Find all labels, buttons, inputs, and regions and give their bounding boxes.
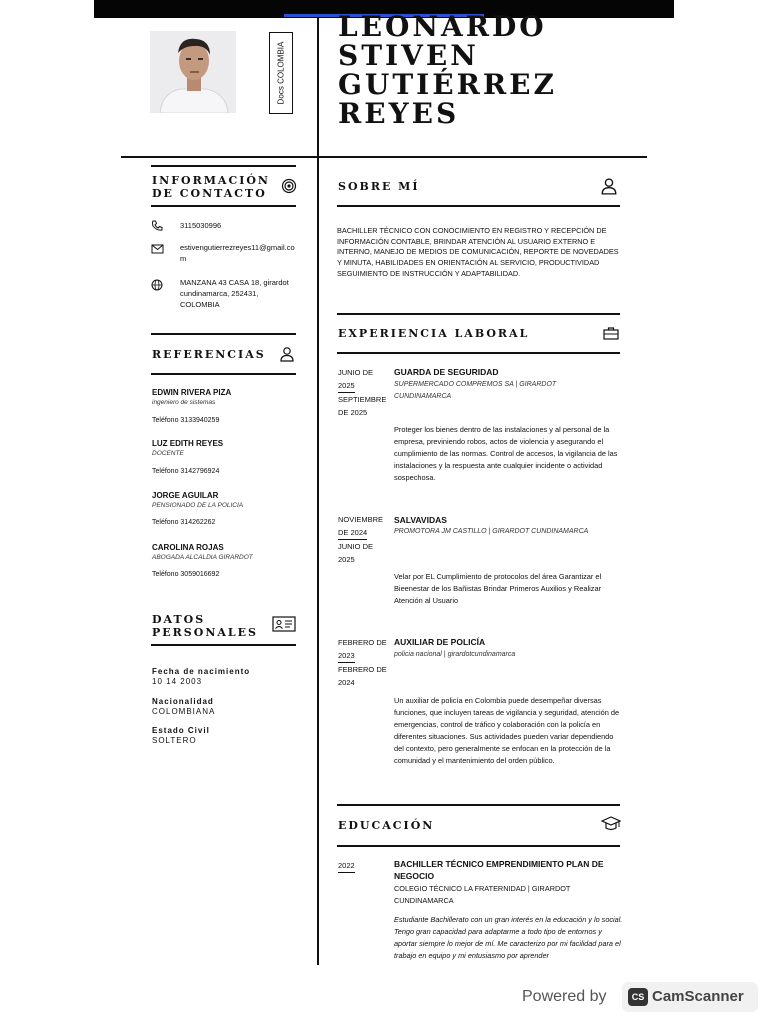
reference-phone: Teléfono 3142796924 [152, 468, 220, 475]
header-divider [121, 156, 647, 158]
mail-icon [151, 241, 164, 252]
reference-name: JORGE AGUILAR [152, 491, 219, 500]
reference-role: ingeniero de sistemas [152, 399, 216, 406]
references-rule-bottom [151, 373, 296, 375]
country-tag-text: Docs COLOMBIA [276, 41, 286, 105]
phone-number: 3115030996 [180, 221, 222, 230]
camscanner-badge [622, 982, 758, 1012]
job-dates [338, 636, 390, 689]
education-title: EDUCACIÓN [338, 819, 435, 832]
nationality-value: COLOMBIANA [152, 707, 216, 716]
job-position: GUARDA DE SEGURIDAD [394, 367, 499, 377]
contact-rule-bottom [151, 205, 296, 207]
address-line-1: MANZANA 43 CASA 18, girardot [180, 278, 289, 287]
job-end-line-1: FEBRERO DE [338, 665, 387, 674]
education-rule-bottom [337, 845, 620, 847]
graduation-cap-icon [601, 815, 621, 833]
personal-title [152, 613, 258, 639]
references-rule-top [151, 333, 296, 335]
experience-rule-bottom [337, 352, 620, 354]
camscanner-watermark [500, 980, 768, 1016]
education-degree: BACHILLER TÉCNICO EMPRENDIMIENTO PLAN DE NEGOCIO [394, 859, 604, 881]
reference-phone: Teléfono 3133940259 [152, 417, 220, 424]
contact-rule-top [151, 165, 296, 167]
reference-role: ABOGADA ALCALDIA GIRARDOT [152, 554, 253, 561]
education-institution: COLEGIO TÉCNICO LA FRATERNIDAD | GIRARDOT CUNDINAMARCA [394, 884, 571, 905]
target-icon [281, 178, 297, 194]
reference-name: EDWIN RIVERA PIZA [152, 388, 232, 397]
briefcase-icon [603, 326, 619, 340]
contact-title-line-2: DE CONTACTO [152, 187, 267, 200]
education-description: Estudiante Bachillerato con un gran interés en la educación y lo social. Tengo gran capacidad para adaptarme a todo tipo de entornos y aportar siempre lo mejor de mí. Me caracterizo por mi facilidad para el trabajo en equipo y mi entusiasmo por aprender [394, 915, 623, 960]
camscanner-logo-icon: CS [628, 988, 648, 1006]
camscanner-brand: CamScanner [652, 988, 744, 1005]
civil-status-value: SOLTERO [152, 736, 197, 745]
job-start-line-2: DE 2024 [338, 526, 367, 540]
job-start-line-2: 2023 [338, 649, 355, 663]
home-address [180, 277, 289, 310]
job-start-line-1: FEBRERO DE [338, 638, 387, 647]
reference-role: PENSIONADO DE LA POLICIA [152, 502, 244, 509]
phone-icon [151, 219, 163, 231]
about-title: SOBRE MÍ [338, 180, 420, 193]
about-rule [337, 205, 620, 207]
job-end-line-2: 2025 [338, 555, 355, 564]
job-end-line-1: JUNIO DE [338, 542, 374, 551]
experience-rule-top [337, 313, 620, 315]
references-title: REFERENCIAS [152, 348, 266, 361]
education-year-text: 2022 [338, 859, 355, 873]
birthdate-label: Fecha de nacimiento [152, 667, 251, 676]
job-company: policia nacional | girardotcundinamarca [394, 651, 516, 658]
contact-title [152, 174, 270, 200]
globe-icon [151, 278, 163, 290]
powered-by-text: Powered by [522, 988, 607, 1005]
reference-name: CAROLINA ROJAS [152, 543, 224, 552]
job-description: Proteger los bienes dentro de las instalaciones y al personal de la empresa, previniendo robos, actos de violencia y asegurando el cumplimiento de las normas. Control de accesos, la vigilancia de las instalaciones y la respuesta ante cualquier incidente o actividad sospechosa. [394, 425, 618, 482]
full-name [338, 12, 557, 128]
personal-title-line-1: DATOS [152, 613, 206, 626]
user-icon [600, 177, 618, 195]
address-line-3: COLOMBIA [180, 300, 220, 309]
personal-rule [151, 644, 296, 646]
profile-photo [150, 31, 236, 113]
reference-phone: Teléfono 314262262 [152, 519, 216, 526]
job-end-line-2: DE 2025 [338, 408, 368, 417]
address-line-2: cundinamarca, 252431, [180, 289, 259, 298]
job-start-line-1: NOVIEMBRE [338, 515, 384, 524]
job-start-line-1: JUNIO DE [338, 368, 374, 377]
job-dates [338, 513, 390, 566]
reference-role: DOCENTE [152, 450, 184, 457]
job-end-line-2: 2024 [338, 678, 355, 687]
experience-title: EXPERIENCIA LABORAL [338, 327, 530, 340]
name-line-2: STIVEN [338, 39, 479, 72]
name-line-4: REYES [338, 97, 460, 130]
job-dates [338, 366, 390, 419]
person-portrait-icon [150, 31, 236, 113]
about-text: BACHILLER TÉCNICO CON CONOCIMIENTO EN REGISTRO Y RECEPCIÓN DE INFORMACIÓN CONTABLE, BRINDAR ATENCIÓN AL USUARIO EXTERNO E INTERNO, MANEJO DE MEDIOS DE COMUNICACIÓN, REPORTE DE NOVEDADES Y MINUTA, HABILIDADES EN ORIENTACIÓN AL SERVICIO, PRODUCTIVIDAD SEGUIMIENTO DE INSTRUCCIÓN Y ADAPTABILIDAD. [337, 226, 619, 278]
name-line-3: GUTIÉRREZ [338, 68, 557, 101]
education-rule-top [337, 804, 620, 806]
birthdate-value: 10 14 2003 [152, 677, 203, 686]
civil-status-label: Estado Civil [152, 726, 210, 735]
job-start-line-2: 2025 [338, 379, 355, 393]
email-line-1: estivengutierrezreyes11@gmail.co [180, 243, 295, 252]
email-line-2: m [180, 254, 187, 263]
name-line-1: LEONARDO [338, 10, 547, 43]
job-position: AUXILIAR DE POLICÍA [394, 637, 486, 647]
email-address [180, 242, 295, 264]
job-end-line-1: SEPTIEMBRE [338, 395, 387, 404]
person-icon [279, 346, 295, 362]
reference-phone: Teléfono 3059016692 [152, 571, 220, 578]
personal-title-line-2: PERSONALES [152, 626, 258, 639]
country-tag [269, 32, 293, 114]
job-position: SALVAVIDAS [394, 515, 447, 525]
job-company: PROMOTORA JM CASTILLO | GIRARDOT CUNDINAMARCA [394, 528, 589, 535]
job-description: Un auxiliar de policía en Colombia puede desempeñar diversas funciones, que incluyen tareas de vigilancia y seguridad, atención de emergencias, control de tráfico y colaboración con la policía en diferentes situaciones. Sus actividades pueden variar dependiendo del contexto, pero generalmente se enfocan en la protección de la comunidad y el mantenimiento del orden público. [394, 696, 620, 765]
reference-name: LUZ EDITH REYES [152, 439, 224, 448]
column-divider [317, 18, 319, 965]
education-year [338, 859, 390, 873]
job-company: SUPERMERCADO COMPREMOS SA | GIRARDOT CUNDINAMARCA [394, 381, 557, 400]
nationality-label: Nacionalidad [152, 697, 214, 706]
id-card-icon [272, 616, 296, 632]
contact-title-line-1: INFORMACIÓN [152, 174, 270, 187]
job-description: Velar por EL Cumplimiento de protocolos del área Garantizar el Bieenestar de los Bañistas Brindar Primeros Auxilios y Realizar Atención al Usuario [394, 572, 602, 605]
